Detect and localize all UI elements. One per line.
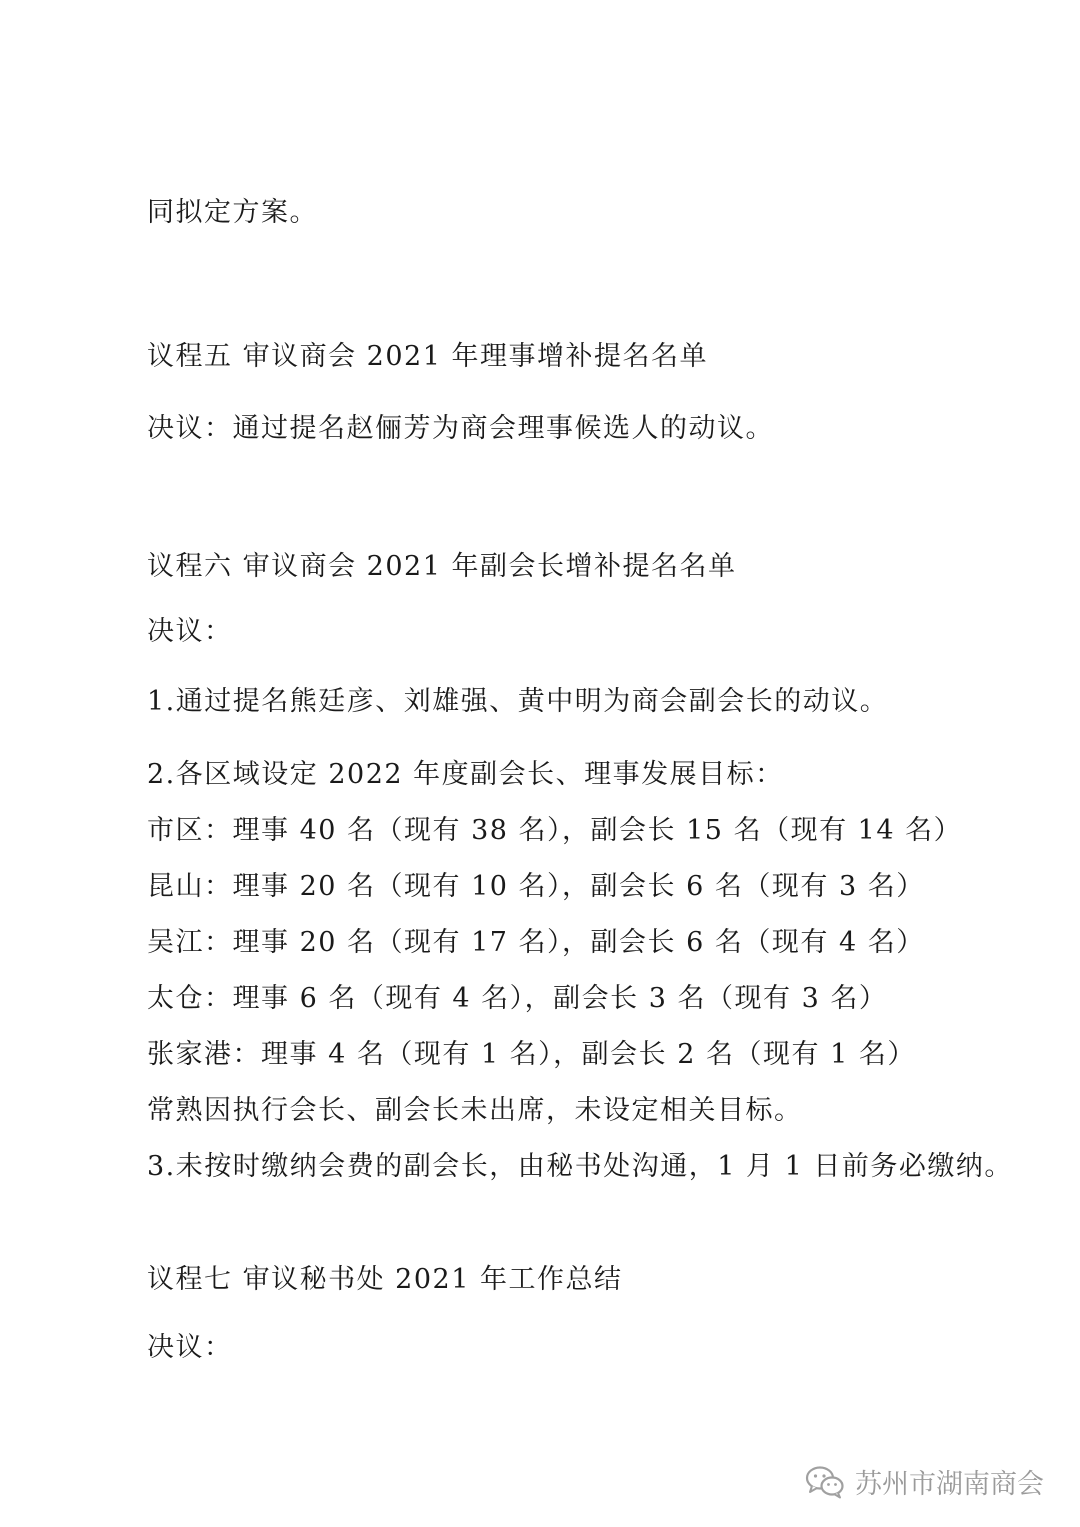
resolution-label: 决议： <box>147 1332 233 1363</box>
region-target-line: 昆山：理事 20 名（现有 10 名），副会长 6 名（现有 3 名） <box>147 871 925 902</box>
resolution-text: 决议：通过提名赵俪芳为商会理事候选人的动议。 <box>147 413 774 444</box>
region-target-line: 市区：理事 40 名（现有 38 名），副会长 15 名（现有 14 名） <box>147 815 963 846</box>
resolution-label: 决议： <box>147 616 233 647</box>
agenda-item-7-heading: 议程七 审议秘书处 2021 年工作总结 <box>147 1264 623 1295</box>
watermark-text: 苏州市湖南商会 <box>855 1469 1044 1500</box>
resolution-point-1: 1.通过提名熊廷彦、刘雄强、黄中明为商会副会长的动议。 <box>147 686 889 717</box>
region-target-line: 张家港：理事 4 名（现有 1 名），副会长 2 名（现有 1 名） <box>147 1039 916 1070</box>
text-line: 同拟定方案。 <box>147 197 318 228</box>
region-target-line: 吴江：理事 20 名（现有 17 名），副会长 6 名（现有 4 名） <box>147 927 925 958</box>
agenda-item-6-heading: 议程六 审议商会 2021 年副会长增补提名名单 <box>147 551 737 582</box>
region-target-line: 太仓：理事 6 名（现有 4 名），副会长 3 名（现有 3 名） <box>147 983 888 1014</box>
watermark <box>805 1462 1044 1501</box>
resolution-point-3: 3.未按时缴纳会费的副会长，由秘书处沟通，1 月 1 日前务必缴纳。 <box>147 1151 1013 1182</box>
note-line: 常熟因执行会长、副会长未出席，未设定相关目标。 <box>147 1095 803 1126</box>
resolution-point-2: 2.各区域设定 2022 年度副会长、理事发展目标： <box>147 759 784 790</box>
wechat-icon <box>805 1465 845 1499</box>
agenda-item-5-heading: 议程五 审议商会 2021 年理事增补提名名单 <box>147 341 708 372</box>
